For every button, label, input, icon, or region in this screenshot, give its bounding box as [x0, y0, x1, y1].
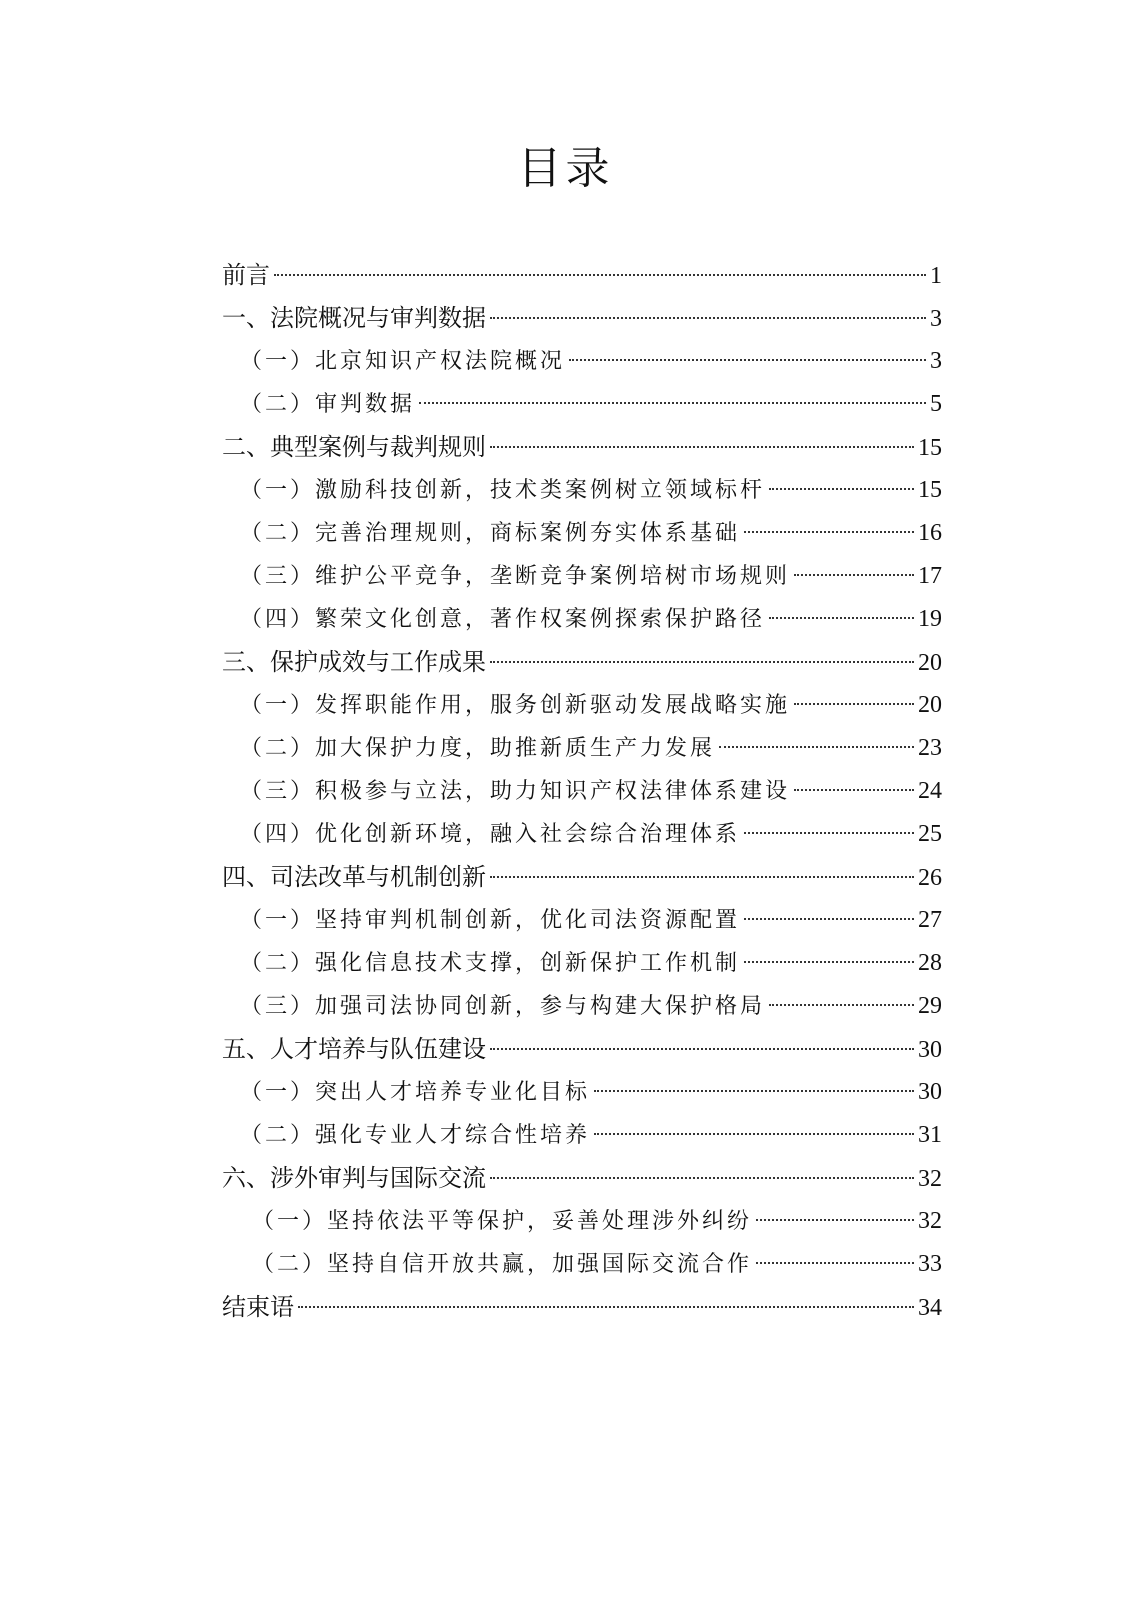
toc-entry-title: （二）强化信息技术支撑，创新保护工作机制 — [240, 951, 741, 976]
toc-entry-title: （一）突出人才培养专业化目标 — [240, 1080, 591, 1105]
toc-chapter-entry[interactable] — [222, 426, 942, 469]
toc-entry-title: 二、典型案例与裁判规则 — [222, 433, 486, 461]
toc-page-number: 34 — [918, 1295, 942, 1321]
toc-entry-title: 六、涉外审判与国际交流 — [222, 1164, 486, 1192]
toc-page-number: 28 — [918, 950, 942, 976]
toc-page-number: 29 — [918, 993, 942, 1019]
toc-page-number: 5 — [930, 391, 942, 417]
toc-chapter-entry[interactable] — [222, 641, 942, 684]
toc-section-entry[interactable] — [222, 1071, 942, 1114]
toc-page-number: 23 — [918, 735, 942, 761]
toc-page-number: 33 — [918, 1251, 942, 1277]
toc-entry-title: （二）完善治理规则，商标案例夯实体系基础 — [240, 521, 741, 546]
toc-entry-title: （四）优化创新环境，融入社会综合治理体系 — [240, 822, 741, 847]
dot-leader — [769, 1004, 914, 1006]
toc-chapter-entry[interactable] — [222, 254, 942, 297]
toc-page-number: 20 — [918, 692, 942, 718]
toc-entry-title: （三）积极参与立法，助力知识产权法律体系建设 — [240, 779, 791, 804]
toc-section-entry[interactable] — [222, 555, 942, 598]
dot-leader — [298, 1306, 914, 1308]
toc-entry-title: （一）发挥职能作用，服务创新驱动发展战略实施 — [240, 693, 791, 718]
toc-section-entry[interactable] — [222, 813, 942, 856]
toc-page-number: 3 — [930, 348, 942, 374]
toc-entry-title: （三）维护公平竞争，垄断竞争案例培树市场规则 — [240, 564, 791, 589]
toc-section-entry[interactable] — [222, 899, 942, 942]
toc-page-number: 32 — [918, 1208, 942, 1234]
toc-section-entry[interactable] — [222, 684, 942, 727]
toc-section-entry[interactable] — [222, 469, 942, 512]
toc-entry-title: （三）加强司法协同创新，参与构建大保护格局 — [240, 994, 766, 1019]
toc-page-number: 30 — [918, 1037, 942, 1063]
toc-entry-title: （四）繁荣文化创意，著作权案例探索保护路径 — [240, 607, 766, 632]
toc-section-entry[interactable] — [222, 598, 942, 641]
toc-entry-title: 四、司法改革与机制创新 — [222, 863, 486, 891]
dot-leader — [594, 1133, 914, 1135]
toc-entry-title: 结束语 — [222, 1293, 294, 1321]
toc-page-number: 25 — [918, 821, 942, 847]
toc-entry-title: （一）激励科技创新，技术类案例树立领域标杆 — [240, 478, 766, 503]
toc-entry-title: （一）坚持审判机制创新，优化司法资源配置 — [240, 908, 741, 933]
dot-leader — [794, 703, 914, 705]
dot-leader — [419, 402, 926, 404]
dot-leader — [769, 488, 914, 490]
toc-page-number: 20 — [918, 650, 942, 676]
toc-page-number: 32 — [918, 1166, 942, 1192]
toc-chapter-entry[interactable] — [222, 1286, 942, 1329]
toc-chapter-entry[interactable] — [222, 1157, 942, 1200]
toc-page-number: 19 — [918, 606, 942, 632]
table-of-contents — [222, 254, 942, 1329]
dot-leader — [569, 359, 926, 361]
toc-entry-title: （二）强化专业人才综合性培养 — [240, 1123, 591, 1148]
dot-leader — [756, 1262, 914, 1264]
dot-leader — [490, 446, 914, 448]
toc-chapter-entry[interactable] — [222, 1028, 942, 1071]
toc-entry-title: （一）坚持依法平等保护，妥善处理涉外纠纷 — [252, 1209, 753, 1234]
toc-section-entry[interactable] — [222, 770, 942, 813]
toc-section-entry[interactable] — [222, 1200, 942, 1243]
toc-page-number: 31 — [918, 1122, 942, 1148]
toc-section-entry[interactable] — [222, 985, 942, 1028]
dot-leader — [490, 661, 914, 663]
dot-leader — [756, 1219, 914, 1221]
dot-leader — [794, 789, 914, 791]
toc-page-number: 30 — [918, 1079, 942, 1105]
toc-page-number: 26 — [918, 865, 942, 891]
dot-leader — [490, 1177, 914, 1179]
toc-entry-title: （二）坚持自信开放共赢，加强国际交流合作 — [252, 1252, 753, 1277]
dot-leader — [594, 1090, 914, 1092]
dot-leader — [719, 746, 914, 748]
toc-chapter-entry[interactable] — [222, 856, 942, 899]
toc-entry-title: 一、法院概况与审判数据 — [222, 304, 486, 332]
toc-page-number: 15 — [918, 477, 942, 503]
toc-section-entry[interactable] — [222, 1114, 942, 1157]
toc-page-number: 16 — [918, 520, 942, 546]
page-title: 目录 — [517, 143, 614, 194]
dot-leader — [490, 876, 914, 878]
toc-page-number: 1 — [930, 263, 942, 289]
toc-page-number: 3 — [930, 306, 942, 332]
toc-page-number: 15 — [918, 435, 942, 461]
toc-entry-title: 三、保护成效与工作成果 — [222, 648, 486, 676]
dot-leader — [744, 918, 914, 920]
toc-entry-title: 五、人才培养与队伍建设 — [222, 1035, 486, 1063]
toc-entry-title: 前言 — [222, 261, 270, 289]
toc-chapter-entry[interactable] — [222, 297, 942, 340]
toc-entry-title: （一）北京知识产权法院概况 — [240, 349, 566, 374]
toc-section-entry[interactable] — [222, 340, 942, 383]
toc-section-entry[interactable] — [222, 512, 942, 555]
toc-section-entry[interactable] — [222, 1243, 942, 1286]
toc-page-number: 17 — [918, 563, 942, 589]
dot-leader — [274, 274, 926, 276]
toc-section-entry[interactable] — [222, 942, 942, 985]
dot-leader — [744, 832, 914, 834]
toc-page-number: 27 — [918, 907, 942, 933]
dot-leader — [794, 574, 914, 576]
toc-section-entry[interactable] — [222, 727, 942, 770]
toc-page-number: 24 — [918, 778, 942, 804]
toc-entry-title: （二）加大保护力度，助推新质生产力发展 — [240, 736, 716, 761]
dot-leader — [744, 961, 914, 963]
dot-leader — [490, 1048, 914, 1050]
toc-section-entry[interactable] — [222, 383, 942, 426]
toc-entry-title: （二）审判数据 — [240, 392, 416, 417]
dot-leader — [769, 617, 914, 619]
dot-leader — [744, 531, 914, 533]
dot-leader — [490, 317, 926, 319]
